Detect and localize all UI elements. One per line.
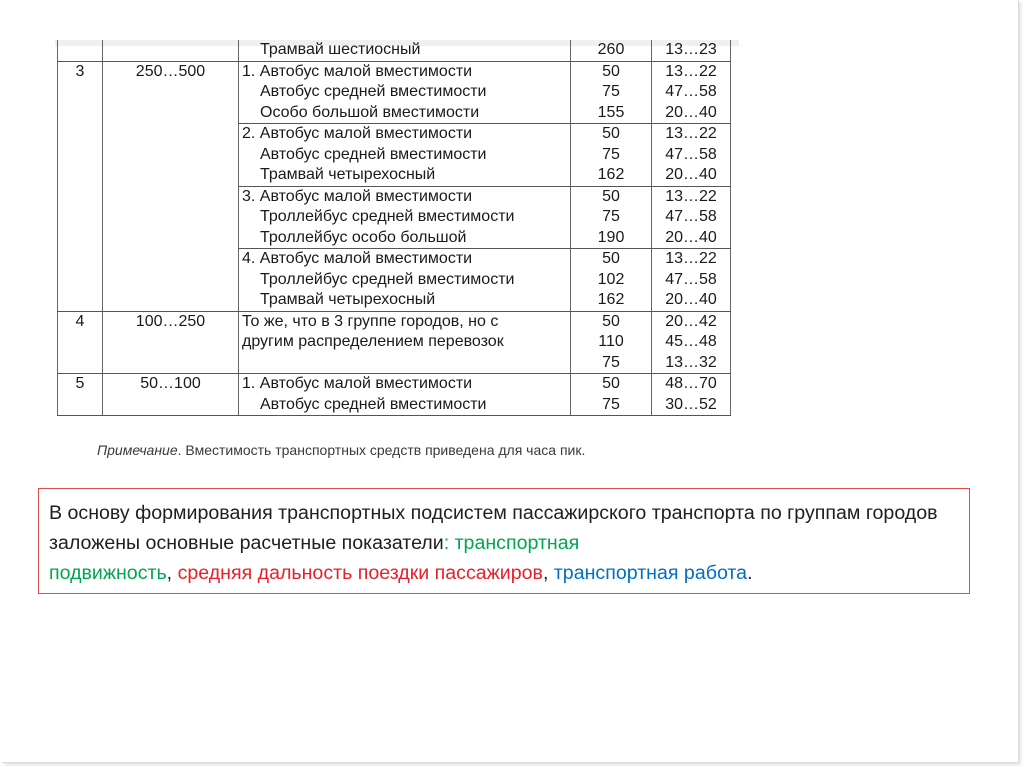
comma-2: , [542,562,554,584]
capacity-value: 50 [602,62,620,80]
indicator-trip-distance: средняя дальность поездки пассажиров [177,562,543,584]
cell-group-number [58,311,103,374]
table-row [58,374,731,416]
cell-capacity [571,40,652,61]
cell-interval [652,249,731,312]
interval-value: 13…23 [665,41,717,58]
capacity-value: 260 [597,41,625,58]
cell-interval [652,61,731,124]
table-row [58,311,731,374]
transport-type-line: 4. Автобус малой вместимости [242,250,473,267]
capacity-value: 50 [602,250,620,267]
capacity-value: 75 [602,353,620,371]
cell-transport-types [239,311,571,374]
table-row [58,40,731,61]
transport-type-line: Трамвай четырехосный [260,166,436,183]
capacity-value: 110 [598,333,624,350]
capacity-value: 155 [597,103,625,121]
cell-capacity [571,61,652,124]
table-row [58,61,731,124]
interval-value: 13…22 [665,62,717,80]
interval-value: 13…22 [665,187,717,205]
cell-transport-types [239,249,571,312]
cell-population [103,249,239,312]
transport-type-line: 3. Автобус малой вместимости [242,187,473,205]
cell-capacity [571,374,652,416]
cell-transport-types [239,124,571,187]
population-range: 250…500 [135,62,206,80]
population-range: 100…250 [135,312,206,330]
cell-interval [652,40,731,61]
capacity-value: 50 [602,375,620,392]
cell-population [103,311,239,374]
capacity-value: 190 [597,228,625,246]
indicator-mobility-a: транспортная [449,532,580,554]
table-row [58,186,731,249]
interval-value: 20…40 [665,166,717,183]
cell-capacity [571,249,652,312]
cell-population [103,124,239,187]
cell-transport-types [239,186,571,249]
capacity-value: 162 [597,291,625,308]
cell-capacity [571,124,652,187]
transport-type-line: Троллейбус средней вместимости [260,270,515,288]
transport-table [57,40,731,416]
cell-transport-types [239,61,571,124]
period: . [747,562,753,584]
transport-type-line: Автобус средней вместимости [260,395,487,413]
cell-group-number [58,124,103,187]
table-note [97,442,585,458]
cell-interval [652,311,731,374]
capacity-value: 75 [602,83,620,100]
summary-intro: В основу формирования транспортных подсистем пассажирского транспорта по группам городов заложены основные расчетные показатели [49,502,938,554]
interval-value: 47…58 [665,270,717,288]
interval-value: 20…42 [665,312,717,330]
cell-capacity [571,311,652,374]
indicator-transport-work: транспортная работа [553,562,748,584]
capacity-value: 50 [602,187,620,205]
cell-interval [652,374,731,416]
interval-value: 30…52 [665,395,717,413]
interval-value: 13…22 [665,250,717,267]
cell-group-number [58,186,103,249]
capacity-value: 75 [602,145,620,163]
transport-type-line: Особо большой вместимости [260,103,480,121]
table-row [58,124,731,187]
interval-value: 47…58 [665,208,717,225]
transport-type-line: Трамвай четырехосный [260,291,436,308]
cell-interval [652,124,731,187]
interval-value: 13…22 [665,125,717,142]
interval-value: 47…58 [665,145,717,163]
note-text: . Вместимость транспортных средств приведена для часа пик. [177,442,586,458]
cell-group-number [58,40,103,61]
cell-capacity [571,186,652,249]
capacity-value: 162 [597,166,625,183]
capacity-value: 50 [602,312,620,330]
interval-value: 13…32 [665,353,717,371]
cell-interval [652,186,731,249]
transport-type-line: другим распределением перевозок [242,333,504,350]
transport-type-line: Троллейбус особо большой [260,228,467,246]
transport-type-line [239,353,570,374]
capacity-value: 102 [597,270,625,288]
cell-group-number [58,61,103,124]
group-number: 4 [75,312,85,330]
interval-value: 45…48 [665,333,717,350]
cell-population [103,61,239,124]
cell-group-number [58,374,103,416]
population-range: 50…100 [140,375,201,392]
cell-group-number [58,249,103,312]
capacity-value: 50 [602,125,620,142]
table-row [58,249,731,312]
cell-transport-types [239,40,571,61]
transport-type-line: 1. Автобус малой вместимости [242,375,473,392]
transport-type-line: Автобус средней вместимости [260,145,487,163]
interval-value: 20…40 [665,103,717,121]
cell-transport-types [239,374,571,416]
interval-value: 20…40 [665,228,717,246]
note-label: Примечание [97,442,178,458]
transport-type-line: Автобус средней вместимости [260,83,487,100]
comma-1: , [166,562,178,584]
interval-value: 47…58 [665,83,717,100]
transport-type-line: Троллейбус средней вместимости [260,208,515,225]
transport-type-line: 2. Автобус малой вместимости [242,125,473,142]
capacity-value: 75 [602,208,620,225]
cell-population [103,374,239,416]
transport-type-line: То же, что в 3 группе городов, но с [242,312,499,330]
interval-value: 20…40 [665,291,717,308]
transport-type-line: 1. Автобус малой вместимости [242,62,473,80]
summary-textbox [38,488,970,594]
transport-table-image [55,40,739,416]
transport-type-line: Трамвай шестиосный [260,41,421,58]
capacity-value: 75 [602,395,620,413]
group-number: 5 [75,375,85,392]
cell-population [103,186,239,249]
indicator-mobility-b: подвижность [49,562,167,584]
group-number: 3 [75,62,85,80]
colon: : [443,532,450,554]
interval-value: 48…70 [665,375,717,392]
cell-population [103,40,239,61]
